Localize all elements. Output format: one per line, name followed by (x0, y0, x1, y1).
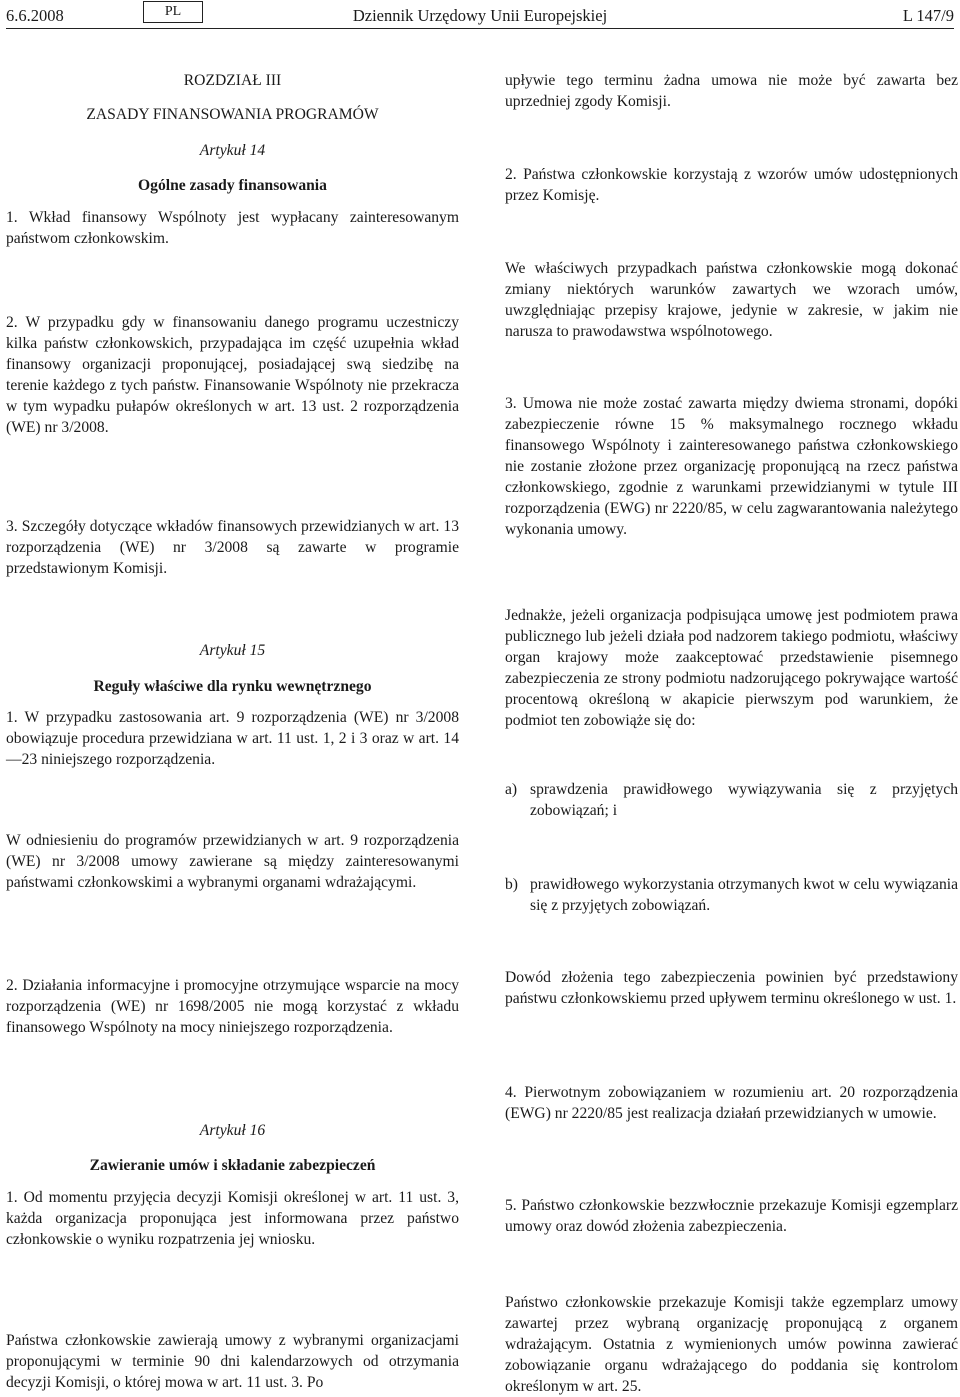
article-16-para-1b: Państwa członkowskie zawierają umowy z wybranymi organizacjami proponującymi w terminie 90 dni kalendarzowych od otrzymania decyzji Komisji, o której mowa w art. 11 ust. 3. Po (6, 1332, 459, 1391)
article-15-para-1b: W odniesieniu do programów przewidzianych w art. 9 rozporządzenia (WE) nr 3/2008 umowy zawierane są między zainteresowanymi państwami członkowskimi a wybranymi organami wdrażającymi. (6, 832, 459, 891)
journal-title: Dziennik Urzędowy Unii Europejskiej (352, 6, 608, 25)
article-16-para-1: 1. Od momentu przyjęcia decyzji Komisji określonej w art. 11 ust. 3, każda organizacja proponująca jest informowana przez państwo członkowskie o wyniku rozpatrzenia jej wniosku. (6, 1189, 459, 1248)
article-14-title: Ogólne zasady finansowania (138, 177, 327, 194)
article-16-para-2: 2. Państwa członkowskie korzystają z wzorów umów udostępnionych przez Komisję. (505, 166, 958, 204)
article-16-para-1-continued: upływie tego terminu żadna umowa nie może być zawarta bez uprzedniej zgody Komisji. (505, 72, 958, 110)
article-16-para-4: 4. Pierwotnym zobowiązaniem w rozumieniu art. 20 rozporządzenia (EWG) nr 2220/85 jest realizacja działań przewidzianych w umowie. (505, 1084, 958, 1122)
list-item-b-label: b) (505, 876, 518, 893)
article-16-para-3c: Dowód złożenia tego zabezpieczenia powinien być przedstawiony państwu członkowskiemu przed upływem terminu określonego w ust. 1. (505, 969, 958, 1007)
page-header (6, 0, 954, 29)
article-14-para-1: 1. Wkład finansowy Wspólnoty jest wypłacany zainteresowanym państwom członkowskim. (6, 209, 459, 247)
list-item-a-text: sprawdzenia prawidłowego wywiązywania się z przyjętych zobowiązań; i (530, 781, 958, 819)
article-16-para-2b: We właściwych przypadkach państwa członkowskie mogą dokonać zmiany niektórych warunków zawartych we wzorach umów, uwzględniając przepisy krajowe, jedynie w zakresie, w jakim nie narusza to prawodawstwa wspólnotowego. (505, 260, 958, 340)
article-15-para-1: 1. W przypadku zastosowania art. 9 rozporządzenia (WE) nr 3/2008 obowiązuje procedura przewidziana w art. 11 ust. 1, 2 i 3 oraz w art. 14—23 niniejszego rozporządzenia. (6, 709, 459, 768)
article-14-para-3: 3. Szczegóły dotyczące wkładów finansowych przewidzianych w art. 13 rozporządzenia (WE) nr 3/2008 są zawarte w programie przedstawionym Komisji. (6, 518, 459, 577)
article-16-title: Zawieranie umów i składanie zabezpieczeń (89, 1157, 376, 1174)
list-item-a (505, 779, 958, 821)
article-15-title: Reguły właściwe dla rynku wewnętrznego (93, 678, 372, 695)
article-16-para-3: 3. Umowa nie może zostać zawarta między dwiema stronami, dopóki zabezpieczenie równe 15 % maksymalnego rocznego wkładu finansowego Wspólnoty i zainteresowanego państwa członkowskiego nie zostanie złożone przez organizację proponującą na rzecz państwa członkowskiego, zgodnie z warunkami przewidzianymi w tytule III rozporządzenia (EWG) nr 2220/85, w celu zagwarantowania należytego wykonania umowy. (505, 395, 958, 538)
publication-date: 6.6.2008 (6, 6, 64, 25)
list-item-a-label: a) (505, 781, 518, 798)
chapter-title: ZASADY FINANSOWANIA PROGRAMÓW (86, 106, 379, 123)
list-item-b-text: prawidłowego wykorzystania otrzymanych kwot w celu wywiązania się z przyjętych zobowiązań. (530, 876, 958, 914)
article-16-label: Artykuł 16 (199, 1122, 266, 1139)
article-14-para-2: 2. W przypadku gdy w finansowaniu danego programu uczestniczy kilka państw członkowskich, przypadająca im część uzupełnia wkład finansowy organizacji proponującej, posiadającej swą siedzibę na terenie każdego z tych państw. Finansowanie Wspólnoty nie przekracza w tym wypadku pułapów określonych w art. 13 ust. 2 rozporządzenia (WE) nr 3/2008. (6, 314, 459, 436)
article-16-para-5: 5. Państwo członkowskie bezzwłocznie przekazuje Komisji egzemplarz umowy oraz dowód złożenia zabezpieczenia. (505, 1197, 958, 1235)
language-badge: PL (143, 1, 203, 23)
article-14-label: Artykuł 14 (199, 142, 266, 159)
page-number: L 147/9 (902, 6, 954, 25)
article-16-para-3b: Jednakże, jeżeli organizacja podpisująca umowę jest podmiotem prawa publicznego lub jeżeli działa pod nadzorem takiego podmiotu, właściwy organ krajowy może zaakceptować przedstawienie pisemnego zabezpieczenia ze strony podmiotu nadzorującego pokrywające wartość procentową określoną w akapicie pierwszym pod warunkiem, że podmiot ten zobowiąże się do: (505, 607, 958, 729)
article-15-para-2: 2. Działania informacyjne i promocyjne otrzymujące wsparcie na mocy rozporządzenia (WE) nr 1698/2005 nie mogą korzystać z wkładu finansowego Wspólnoty na mocy niniejszego rozporządzenia. (6, 977, 459, 1036)
article-16-para-5b: Państwo członkowskie przekazuje Komisji także egzemplarz umowy zawartej przez wybraną organizację proponującą z organem wdrażającym. Ostatnia z wymienionych umów powinna zawierać zobowiązanie organu wdrażającego do poddania się kontrolom określonym w art. 25. (505, 1294, 958, 1395)
chapter-label: ROZDZIAŁ III (183, 72, 282, 89)
list-item-b (505, 874, 958, 916)
article-15-label: Artykuł 15 (199, 642, 266, 659)
